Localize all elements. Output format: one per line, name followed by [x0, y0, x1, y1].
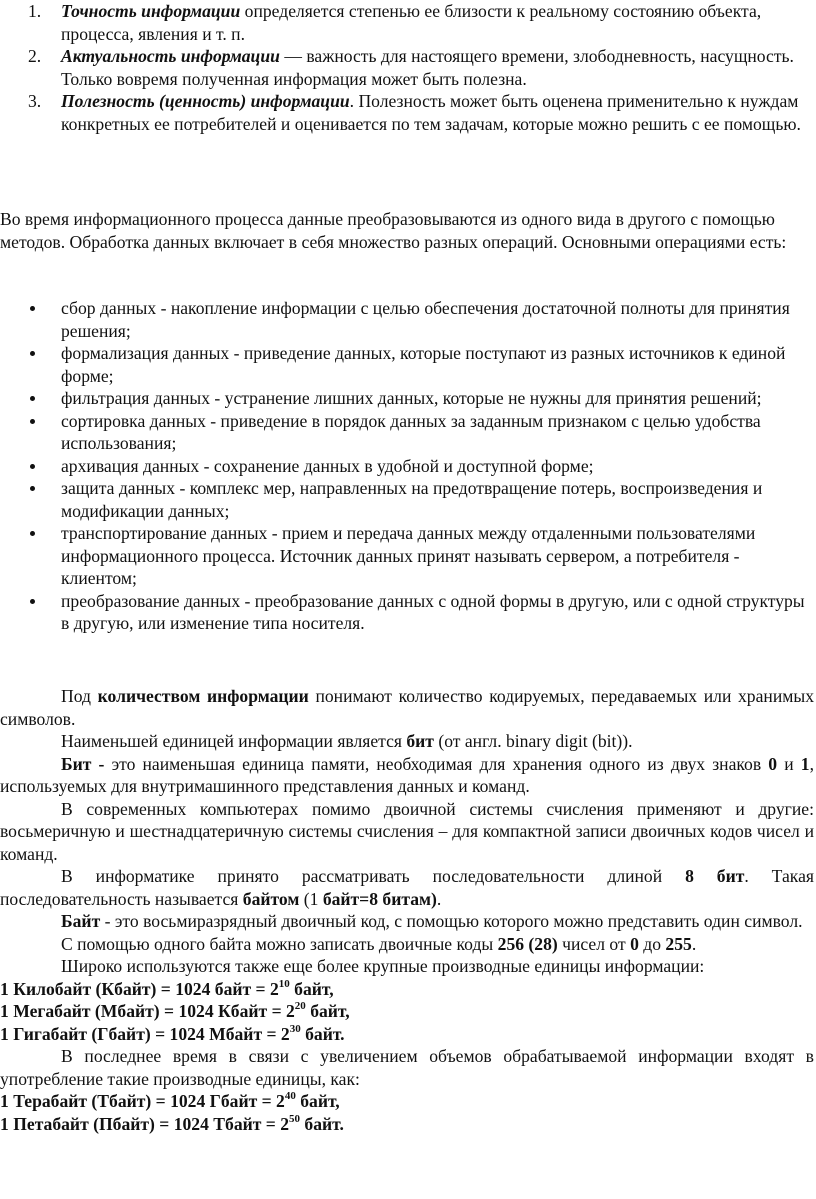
list-item: [0, 90, 816, 135]
intro-paragraph: Во время информационного процесса данные преобразовываются из одного вида в другого с помощью методов. Обработка данных включает в себя множество разных операций. Основными операциями есть:: [0, 209, 787, 252]
list-item: формализация данных - приведение данных, которые поступают из разных источников к единой форме;: [0, 342, 816, 387]
definition: . Полезность может быть оценена применительно к нуждам конкретных ее потребителей и оценивается по тем задачам, которые можно решить с ее помощью.: [61, 91, 801, 134]
list-item: [0, 0, 816, 45]
bullet: [30, 396, 35, 401]
list-number: 3.: [28, 91, 42, 111]
unit-formula: 1 Петабайт (Пбайт) = 1024 Тбайт = $2^{50}$ байт.: [0, 1112, 344, 1134]
operations-list: [0, 297, 816, 635]
term: Точность информации: [61, 1, 241, 21]
unit-formula: 1 Гигабайт (Гбайт) = 1024 Мбайт = $2^{30}$ байт.: [0, 1022, 345, 1044]
bullet: [30, 351, 35, 356]
list-item: преобразование данных - преобразование данных с одной формы в другую, или с одной структуры в другую, или изменение типа носителя.: [0, 590, 816, 635]
list-item: защита данных - комплекс мер, направленных на предотвращение потерь, воспроизведения и модификации данных;: [0, 477, 816, 522]
paragraph: Байт - это восьмиразрядный двоичный код, с помощью которого можно представить один символ.: [61, 911, 803, 931]
body-text: [0, 685, 816, 1135]
paragraph: В последнее время в связи с увеличением объемов обрабатываемой информации входят в употребление такие производные единицы, как:: [0, 1046, 814, 1089]
term: Актуальность информации: [61, 46, 280, 66]
paragraph: В информатике принято рассматривать последовательности длиной 8 бит. Такая последовательность называется байтом (1 байт=8 битам).: [0, 866, 814, 909]
paragraph: Под количеством информации понимают количество кодируемых, передаваемых или хранимых символов.: [0, 686, 814, 729]
bullet: [30, 599, 35, 604]
bullet: [30, 419, 35, 424]
numbered-list: [0, 0, 816, 135]
list-item: сортировка данных - приведение в порядок данных за заданным признаком с целью удобства использования;: [0, 410, 816, 455]
unit-formula: 1 Мегабайт (Мбайт) = 1024 Кбайт = $2^{20}$ байт,: [0, 1000, 350, 1021]
list-item: фильтрация данных - устранение лишних данных, которые не нужны для принятия решений;: [0, 387, 816, 410]
list-number: 1.: [28, 1, 42, 21]
bullet: [30, 531, 35, 536]
bullet: [30, 486, 35, 491]
paragraph: С помощью одного байта можно записать двоичные коды 256 (28) чисел от 0 до 255.: [61, 933, 697, 954]
term: Полезность (ценность) информации: [61, 91, 350, 111]
paragraph: В современных компьютерах помимо двоичной системы счисления применяют и другие: восьмеричную и шестнадцатеричную системы счисления – для компактной записи двоичных кодов чисел и команд.: [0, 798, 814, 864]
list-item: [0, 45, 816, 90]
paragraph: Широко используются также еще более крупные производные единицы информации:: [61, 956, 705, 976]
unit-formula: 1 Терабайт (Тбайт) = 1024 Гбайт = $2^{40}$ байт,: [0, 1090, 340, 1111]
list-number: 2.: [28, 46, 42, 66]
bullet: [30, 464, 35, 469]
definition: — важность для настоящего времени, злободневность, насущность. Только вовремя полученная информация может быть полезна.: [61, 46, 794, 89]
definition: определяется степенью ее близости к реальному состоянию объекта, процесса, явления и т. п.: [61, 1, 762, 44]
list-item: архивация данных - сохранение данных в удобной и доступной форме;: [0, 455, 816, 478]
list-item: транспортирование данных - прием и передача данных между отдаленными пользователями информационного процесса. Источник данных принят называть сервером, а потребителя - клиентом;: [0, 522, 816, 590]
unit-formula: 1 Килобайт (Кбайт) = 1024 байт = $2^{10}$ байт,: [0, 977, 334, 999]
paragraph: Наименьшей единицей информации является бит (от англ. binary digit (bit)).: [61, 731, 633, 751]
bullet: [30, 306, 35, 311]
list-item: сбор данных - накопление информации с целью обеспечения достаточной полноты для принятия решения;: [0, 297, 816, 342]
paragraph: Бит - это наименьшая единица памяти, необходимая для хранения одного из двух знаков 0 и 1, используемых для внутримашинного представления данных и команд.: [0, 753, 814, 796]
